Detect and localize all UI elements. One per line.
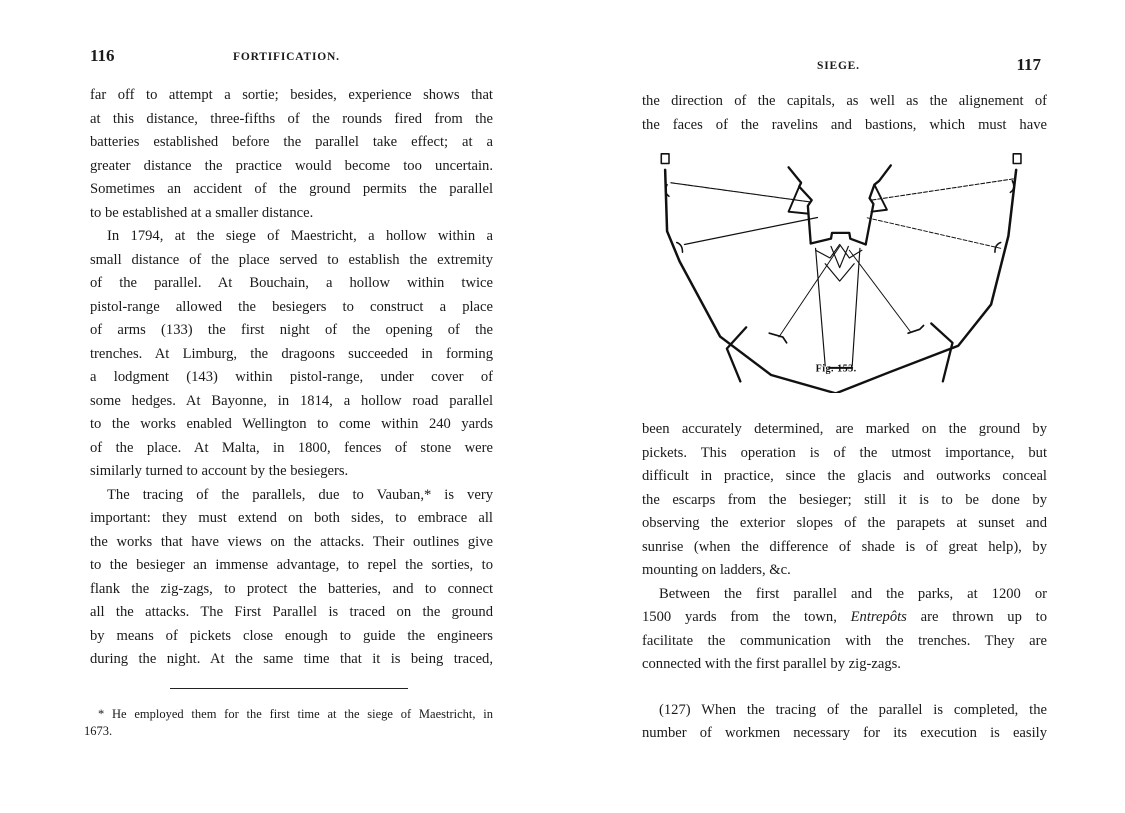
text-line: all the attacks. The First Parallel is traced on the ground: [90, 604, 493, 620]
text-line: during the night. At the same time that it is being traced,: [90, 651, 493, 667]
text-line: important: they must extend on both sides, to embrace all: [90, 510, 493, 526]
text-line: the escarps from the besieger; still it is to be done by: [642, 491, 1047, 508]
footnote: [84, 706, 493, 740]
text-line: Sometimes an accident of the ground permits the parallel: [90, 181, 493, 197]
text-line: to be established at a smaller distance.: [90, 204, 314, 221]
picket-left: [661, 154, 669, 164]
bastion-right: [866, 165, 891, 244]
left-page: [84, 0, 493, 813]
text-line: of the place. At Malta, in 1800, fences of stone were: [90, 439, 493, 456]
paragraph: [642, 583, 1047, 677]
text-line: pistol-range allowed the besiegers to construct a place: [90, 298, 493, 315]
footnote-line: 1673.: [84, 724, 113, 738]
text-line: flank the zig-zags, to protect the batteries, and to connect: [90, 580, 493, 597]
sight-line: [866, 217, 1001, 248]
battery: [677, 243, 683, 253]
sight-line: [872, 179, 1014, 200]
text-line: trenches. At Limburg, the dragoons succeeded in forming: [90, 345, 493, 362]
text-line: to the besieger an immense advantage, to repel the sorties, to: [90, 557, 493, 573]
battery: [908, 325, 923, 333]
sight-line: [852, 248, 860, 366]
paragraph: [642, 699, 1047, 746]
paragraph: [90, 84, 493, 225]
picket-right: [1013, 154, 1021, 164]
text-line: The tracing of the parallels, due to Vauban,* is very: [107, 486, 493, 503]
text-line: greater distance the practice would become too uncertain.: [90, 157, 493, 174]
sight-line: [779, 246, 840, 337]
text-run: are thrown up to: [906, 609, 1048, 625]
text-line: mounting on ladders, &c.: [642, 562, 791, 578]
works-detail: [816, 244, 862, 281]
running-title: SIEGE.: [817, 60, 860, 72]
body-text: [90, 84, 493, 672]
text-line: to the works enabled Wellington to come within 240 yards: [90, 416, 493, 432]
right-page: [642, 0, 1047, 813]
text-line: sunrise (when the difference of shade is of great help), by: [642, 538, 1047, 555]
body-text: [642, 418, 1047, 746]
text-line: facilitate the communication with the trenches. They are: [642, 632, 1047, 649]
running-title: FORTIFICATION.: [233, 51, 340, 63]
text-line: some hedges. At Bayonne, in 1814, a hollow road parallel: [90, 392, 493, 409]
text-line: batteries established before the parallel take effect; at a: [90, 134, 493, 150]
text-line: Between the first parallel and the parks, at 1200 or: [659, 585, 1047, 602]
text-line: of the parallel. At Bouchain, a hollow within twice: [90, 275, 493, 291]
text-line: far off to attempt a sortie; besides, experience shows that: [90, 87, 493, 103]
italic-term: Entrepôts: [850, 609, 907, 625]
text-line: difficult in practice, since the glacis and outworks conceal: [642, 468, 1047, 484]
text-line: small distance of the place served to establish the extremity: [90, 251, 493, 268]
sight-line: [684, 217, 817, 244]
paragraph: [642, 90, 1047, 137]
text-line: number of workmen necessary for its execution is easily: [642, 725, 1047, 741]
sight-line: [671, 183, 811, 202]
ravelin: [811, 233, 866, 245]
text-run: 1500 yards from the town,: [642, 609, 851, 625]
body-text: [642, 90, 1047, 137]
text-line: the works that have views on the attacks. Their outlines give: [90, 533, 493, 550]
text-line: In 1794, at the siege of Maestricht, a hollow within a: [107, 228, 493, 244]
page-number: 116: [90, 46, 115, 65]
text-line: similarly turned to account by the besiegers.: [90, 463, 349, 479]
text-line: connected with the first parallel by zig-zags.: [642, 656, 901, 672]
text-line: (127) When the tracing of the parallel is completed, the: [659, 701, 1047, 718]
text-line: the direction of the capitals, as well as the alignement of: [642, 93, 1047, 109]
text-line: [642, 606, 1047, 630]
footnote-line: * He employed them for the first time at the siege of Maestricht, in: [98, 707, 493, 721]
text-line: been accurately determined, are marked on the ground by: [642, 421, 1047, 437]
text-line: of arms (133) the first night of the opening of the: [90, 322, 493, 338]
paragraph: [642, 418, 1047, 583]
text-line: pickets. This operation is of the utmost importance, but: [642, 444, 1047, 461]
figure-153: [642, 148, 1047, 393]
text-line: observing the exterior slopes of the parapets at sunset and: [642, 515, 1047, 531]
parallel-line: [665, 170, 1016, 393]
battery: [769, 333, 786, 343]
text-line: a lodgment (143) within pistol-range, under cover of: [90, 369, 493, 385]
paragraph: [90, 225, 493, 484]
footnote-rule: [170, 688, 408, 689]
paragraph: [90, 484, 493, 672]
running-head: [642, 55, 1047, 79]
fortification-diagram: [642, 148, 1047, 393]
figure-caption: Fig. 153.: [815, 363, 857, 375]
text-line: the faces of the ravelins and bastions, which must have: [642, 116, 1047, 133]
page-number: 117: [1016, 55, 1041, 74]
text-line: by means of pickets close enough to guide the engineers: [90, 627, 493, 644]
text-line: at this distance, three-fifths of the rounds fired from the: [90, 110, 493, 127]
sight-line: [816, 248, 826, 366]
running-head: [90, 46, 493, 70]
